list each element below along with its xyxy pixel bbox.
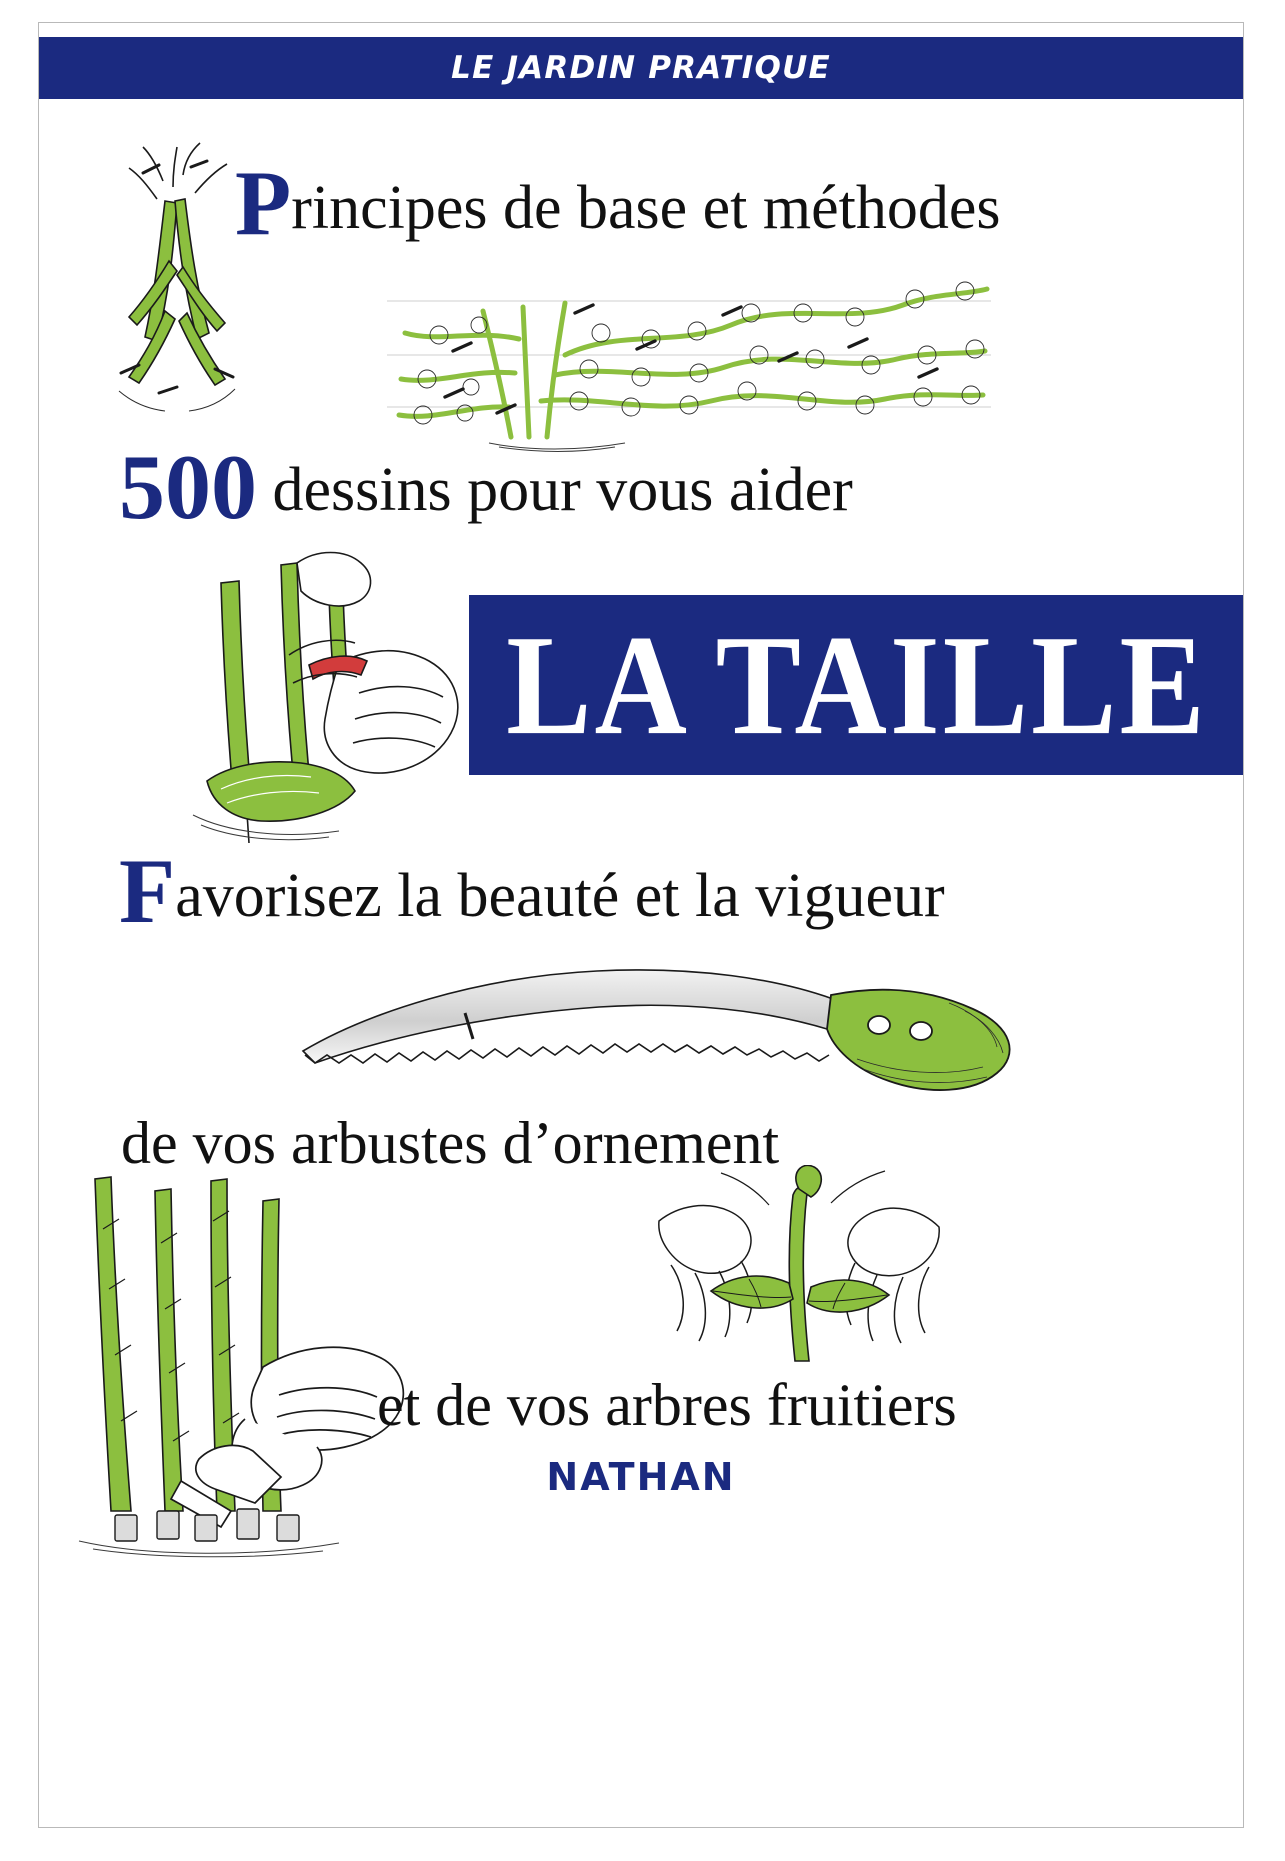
headline-line-5: et de vos arbres fruitiers	[377, 1372, 957, 1438]
espalier-flowering-shrub-drawing	[379, 255, 999, 455]
cover-canvas	[38, 22, 1244, 1828]
pruning-saw-drawing	[297, 955, 1027, 1105]
series-banner-label: LE JARDIN PRATIQUE	[451, 50, 831, 86]
headline-line-3-text: avorisez la beauté et la vigueur	[175, 862, 945, 930]
headline-line-4: de vos arbustes d’ornement	[121, 1110, 780, 1176]
hand-pinching-bud-drawing	[649, 1165, 949, 1395]
dropcap-p: P	[235, 152, 292, 254]
series-banner	[39, 37, 1243, 99]
headline-line-1-text: rincipes de base et méthodes	[291, 174, 1001, 242]
headline-line-1	[235, 152, 1001, 254]
headline-line-3	[119, 840, 945, 942]
hand-cutting-canes-drawing	[49, 1159, 409, 1559]
headline-line-2	[119, 436, 853, 538]
drawings-count: 500	[119, 436, 257, 538]
hand-pruning-shears-drawing	[189, 543, 479, 843]
dropcap-f: F	[119, 840, 176, 942]
headline-line-2-text: dessins pour vous aider	[257, 456, 853, 524]
book-title: LA TAILLE	[506, 605, 1208, 765]
publisher-logo: NATHAN	[546, 1455, 736, 1499]
title-plate	[469, 595, 1244, 775]
